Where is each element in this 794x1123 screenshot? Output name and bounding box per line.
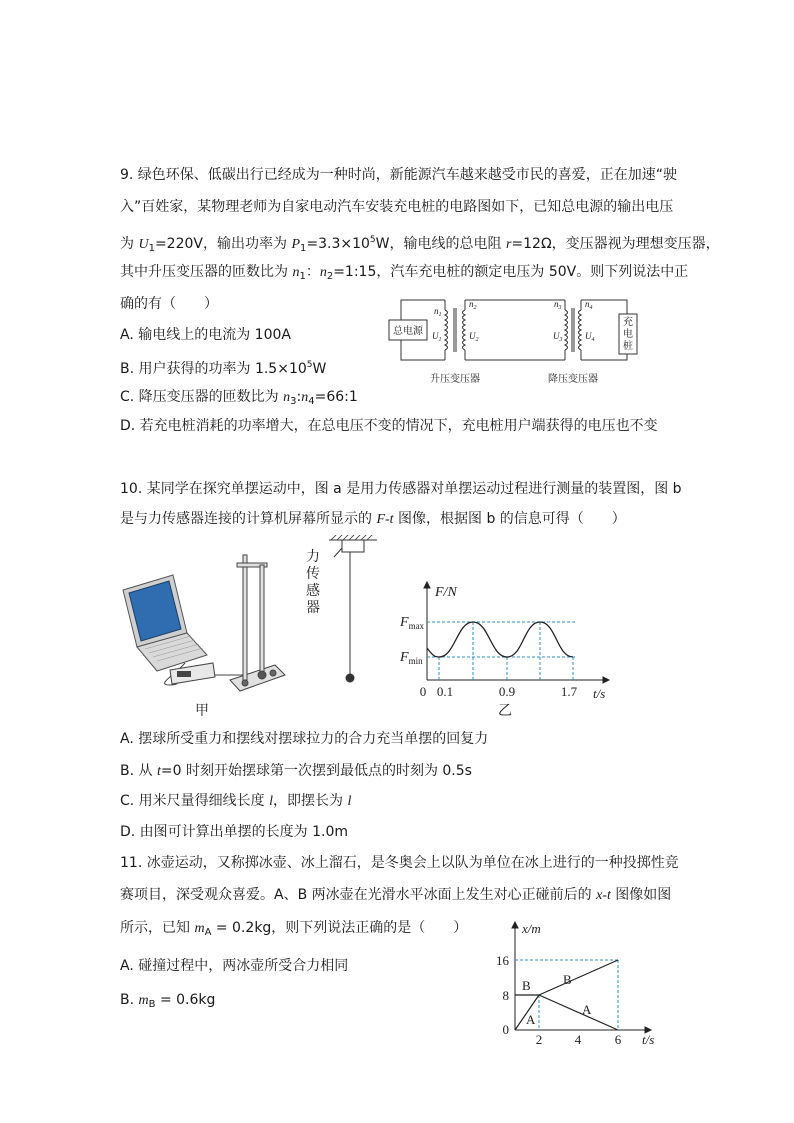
q11-line-1: 11. 冰壶运动，又称掷冰壶、冰上溜石，是冬奥会上以队为单位在冰上进行的一种投掷性竞 [120, 855, 679, 871]
q10-line-1: 10. 某同学在探究单摆运动中，图 a 是用力传感器对单摆运动过程进行测量的装置图，图 b [120, 481, 682, 497]
ft-ylabel: F/N [435, 585, 457, 600]
fmax-label: $F_{max}$ [400, 615, 425, 631]
sensor-label-2: 传 [306, 566, 320, 582]
label-b-after: B [563, 972, 572, 987]
line-a-after [539, 995, 618, 1030]
q10-option-b: B. 从 t=0 时刻开始摆球第一次摆到最低点的时刻为 0.5s [120, 763, 472, 779]
q9-option-a: A. 输电线上的电流为 100A [120, 327, 291, 343]
q9-option-c: C. 降压变压器的匝数比为 $n_3:n_4=66:1$ [120, 389, 358, 407]
q10-option-a: A. 摆球所受重力和摆线对摆球拉力的合力充当单摆的回复力 [120, 731, 489, 747]
q11-option-a: A. 碰撞过程中，两冰壶所受合力相同 [120, 958, 349, 974]
tick-0-9: 0.9 [498, 684, 516, 699]
q10-line-2: 是与力传感器连接的计算机屏幕所显示的 F-t 图像，根据图 b 的信息可得（ ） [120, 511, 626, 527]
svg-text:n3: $n_3$ [554, 299, 562, 311]
q9-line-1: 9. 绿色环保、低碳出行已经成为一种时尚，新能源汽车越来越受市民的喜爱，正在加速“驶 [120, 167, 678, 183]
ft-curve [427, 622, 573, 657]
ft-xlabel: t/s [593, 686, 606, 701]
figure-a-caption: 甲 [195, 703, 209, 719]
stand-icon [230, 555, 285, 691]
sensor-label-3: 感 [306, 583, 320, 599]
charger-label-2: 电 [623, 329, 633, 340]
label-b-before: B [522, 978, 531, 993]
svg-text:n4: $n_4$ [585, 299, 593, 311]
q11-xt-graph [490, 918, 670, 1046]
q11-option-b: B. $m_B = 0.6kg$ [120, 992, 216, 1010]
q9-circuit-diagram [385, 292, 645, 392]
xtick-4: 4 [574, 1032, 582, 1046]
q9-option-b: B. 用户获得的功率为 $1.5\times 10^5W$ [120, 360, 327, 377]
svg-text:n1: $n_1$ [434, 306, 442, 318]
sensor-label-1: 力 [306, 549, 320, 565]
ytick-8: 8 [502, 988, 509, 1003]
q10-option-c: C. 用米尺量得细线长度 l，即摆长为 l [120, 793, 352, 809]
xt-xlabel: t/s [642, 1032, 655, 1046]
line-b-after [539, 960, 618, 995]
charger-label-3: 桩 [623, 341, 633, 352]
tick-1-7: 1.7 [560, 684, 578, 699]
tick-0: 0 [419, 684, 427, 699]
label-a-before: A [526, 1012, 536, 1027]
q9-option-d: D. 若充电桩消耗的功率增大，在总电压不变的情况下，充电桩用户端获得的电压也不变 [120, 418, 658, 434]
q9-line-5: 确的有（ ） [120, 296, 218, 312]
svg-text:U1: $U_1$ [432, 331, 442, 343]
xt-ylabel: x/m [522, 921, 541, 936]
pendulum-icon [329, 535, 377, 682]
q9-line-3: 为 $U_1=220V$，输出功率为 $P_1=3.3\times 10^5W$，输电线的总电阻 r=12Ω，变压器视为理想变压器， [120, 235, 720, 254]
sensor-label-4: 器 [306, 600, 320, 616]
q9-line-4: 其中升压变压器的匝数比为 $n_1$：$n_2=1:15$，汽车充电桩的额定电压为 50V。则下列说法中正 [120, 264, 689, 282]
power-source-label: 总电源 [393, 326, 423, 337]
step-down-label: 降压变压器 [548, 374, 598, 385]
svg-text:U2: $U_2$ [469, 331, 479, 343]
step-up-label: 升压变压器 [430, 374, 480, 385]
charger-label-1: 充 [623, 317, 633, 328]
xtick-6: 6 [614, 1032, 622, 1046]
svg-text:U3: $U_3$ [553, 331, 563, 343]
xtick-2: 2 [535, 1032, 543, 1046]
svg-text:U4: $U_4$ [585, 331, 595, 343]
q10-ft-graph [395, 580, 620, 720]
tick-0-1: 0.1 [436, 684, 454, 699]
q11-line-3: 所示，已知 $m_A = 0.2kg$，则下列说法正确的是（ ） [120, 920, 468, 938]
ytick-16: 16 [496, 953, 509, 968]
figure-b-caption: 乙 [498, 703, 512, 719]
ytick-0: 0 [502, 1022, 509, 1037]
q10-option-d: D. 由图可计算出单摆的长度为 1.0m [120, 824, 349, 840]
q11-line-2: 赛项目，深受观众喜爱。A、B 两冰壶在光滑水平冰面上发生对心正碰前后的 x-t 图像如图 [120, 887, 672, 903]
fmin-label: $F_{min}$ [400, 650, 423, 666]
q9-line-2: 入”百姓家，某物理老师为自家电动汽车安装充电桩的电路图如下，已知总电源的输出电压 [120, 199, 674, 215]
label-a-after: A [582, 1002, 592, 1017]
svg-text:n2: $n_2$ [469, 299, 477, 311]
laptop-icon [123, 575, 207, 671]
q10-apparatus-figure [115, 535, 395, 720]
